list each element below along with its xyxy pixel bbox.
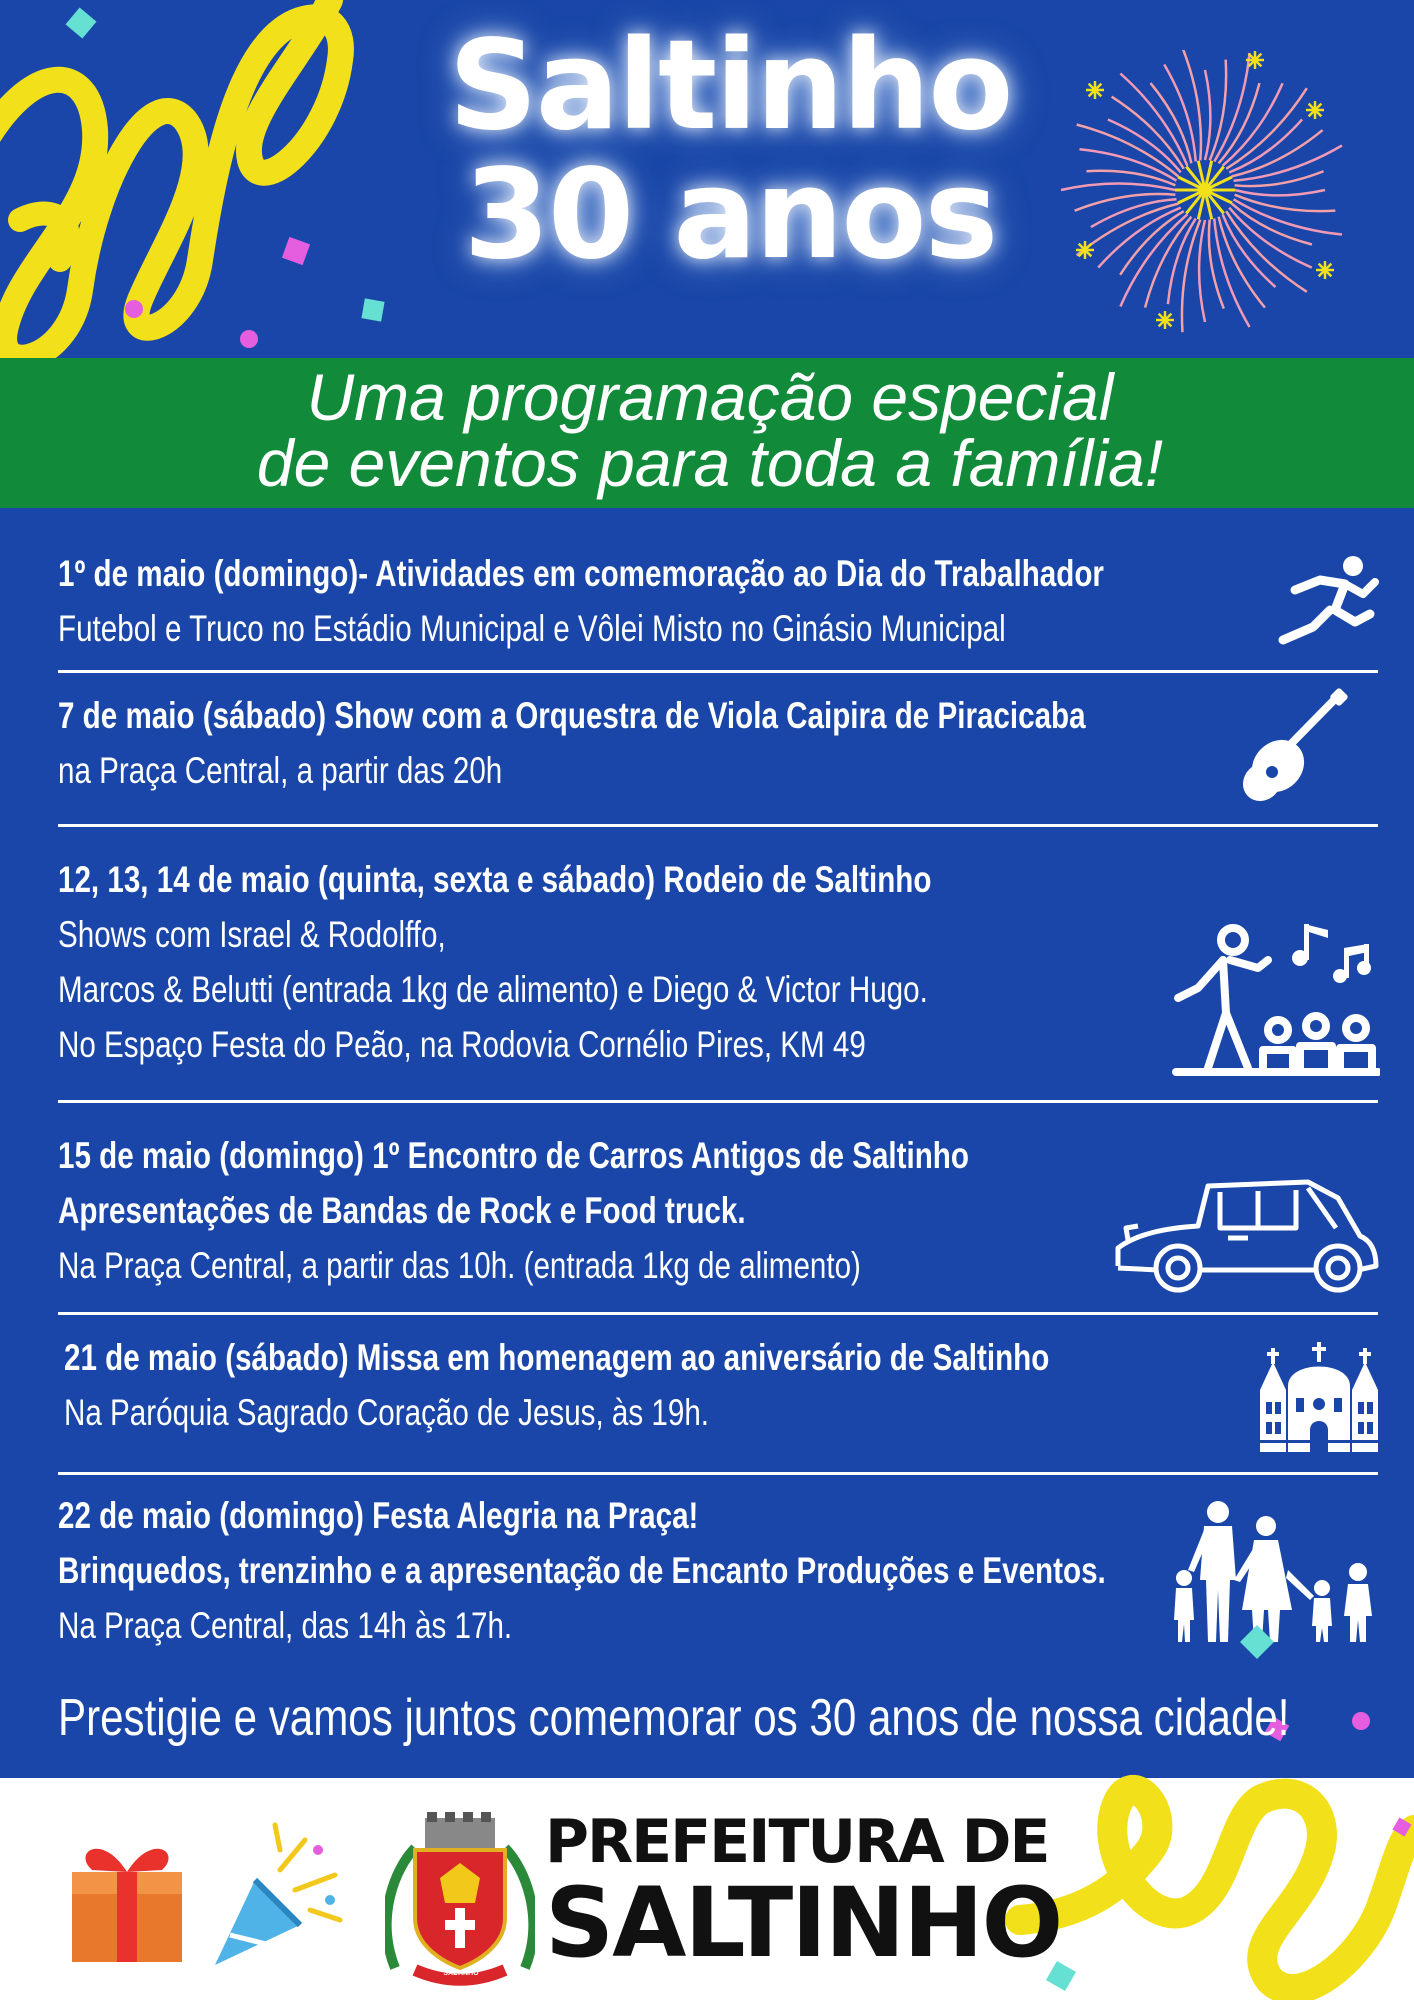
event-title: 21 de maio (sábado) Missa em homenagem ao aniversário de Saltinho [64, 1337, 1050, 1378]
firework-ray [1232, 130, 1323, 176]
event-title: Brinquedos, trenzinho e a apresentação de Encanto Produções e Eventos. [58, 1550, 1106, 1591]
event-title: 22 de maio (domingo) Festa Alegria na Praça! [58, 1495, 699, 1536]
singer-audience-icon [1168, 918, 1380, 1078]
event-title: 7 de maio (sábado) Show com a Orquestra de Viola Caipira de Piracicaba [58, 695, 1086, 736]
confetti-9 [1352, 1712, 1370, 1730]
event-detail: Na Paróquia Sagrado Coração de Jesus, às 19h. [64, 1392, 710, 1433]
title-line-2: 30 anos [463, 142, 997, 287]
vintage-car-icon [1108, 1178, 1380, 1298]
firework-ray [1235, 190, 1325, 195]
party-popper-icon [210, 1820, 350, 1970]
divider [58, 1472, 1378, 1475]
event-title: 15 de maio (domingo) 1º Encontro de Carros Antigos de Saltinho [58, 1135, 969, 1176]
event-detail: na Praça Central, a partir das 20h [58, 750, 503, 791]
gift-icon [62, 1832, 192, 1967]
event-title: Apresentações de Bandas de Rock e Food truck. [58, 1190, 746, 1231]
event-item [64, 1330, 1384, 1440]
confetti-6 [240, 330, 258, 348]
title-line-1: Saltinho [448, 14, 1012, 158]
divider [58, 1312, 1378, 1315]
event-item [58, 546, 1378, 656]
firework-ray [1219, 217, 1265, 308]
event-title: 12, 13, 14 de maio (quinta, sexta e sábado) Rodeio de Saltinho [58, 859, 932, 900]
fireworks-icon [1045, 50, 1365, 350]
closing-message: Prestigie e vamos juntos comemorar os 30 anos de nossa cidade! [58, 1689, 1290, 1747]
subtitle [160, 360, 1260, 500]
event-detail: Shows com Israel & Rodolffo, [58, 914, 446, 955]
subtitle-line-2: de eventos para toda a família! [256, 426, 1164, 500]
firework-ray [1061, 184, 1175, 190]
event-detail: No Espaço Festa do Peão, na Rodovia Cornélio Pires, KM 49 [58, 1024, 866, 1065]
event-item [58, 688, 1378, 798]
family-icon [1170, 1500, 1380, 1645]
confetti-3 [361, 298, 384, 321]
runner-icon [1275, 552, 1380, 647]
event-detail: Marcos & Belutti (entrada 1kg de alimento) e Diego & Victor Hugo. [58, 969, 928, 1010]
firework-ray [1199, 220, 1205, 322]
divider [58, 824, 1378, 827]
divider [58, 670, 1378, 673]
firework-ray [1077, 204, 1179, 256]
firework-ray [1205, 70, 1210, 160]
event-title: 1º de maio (domingo)- Atividades em comemoração ao Dia do Trabalhador [58, 553, 1104, 594]
event-detail: Futebol e Truco no Estádio Municipal e Vôlei Misto no Ginásio Municipal [58, 608, 1006, 649]
event-detail: Na Praça Central, a partir das 10h. (entrada 1kg de alimento) [58, 1245, 861, 1286]
divider [58, 1100, 1378, 1103]
confetti-5 [125, 300, 143, 318]
subtitle-line-1: Uma programação especial [306, 360, 1114, 434]
firework-ray [1091, 199, 1177, 227]
event-detail: Na Praça Central, das 14h às 17h. [58, 1605, 513, 1646]
prefeitura-line-1: PREFEITURA DE [545, 1807, 1049, 1877]
guitar-icon [1240, 688, 1350, 803]
church-icon [1258, 1340, 1380, 1455]
prefeitura-line-2: SALTINHO [545, 1867, 1062, 1979]
city-crest-icon [385, 1808, 535, 1988]
streamer-top-left [0, 0, 360, 370]
crest-label: SALTINHO [443, 1970, 479, 1977]
prefeitura-logo [545, 1807, 1062, 1979]
page-title [380, 14, 1080, 287]
streamer-bottom-right [1000, 1740, 1414, 2000]
